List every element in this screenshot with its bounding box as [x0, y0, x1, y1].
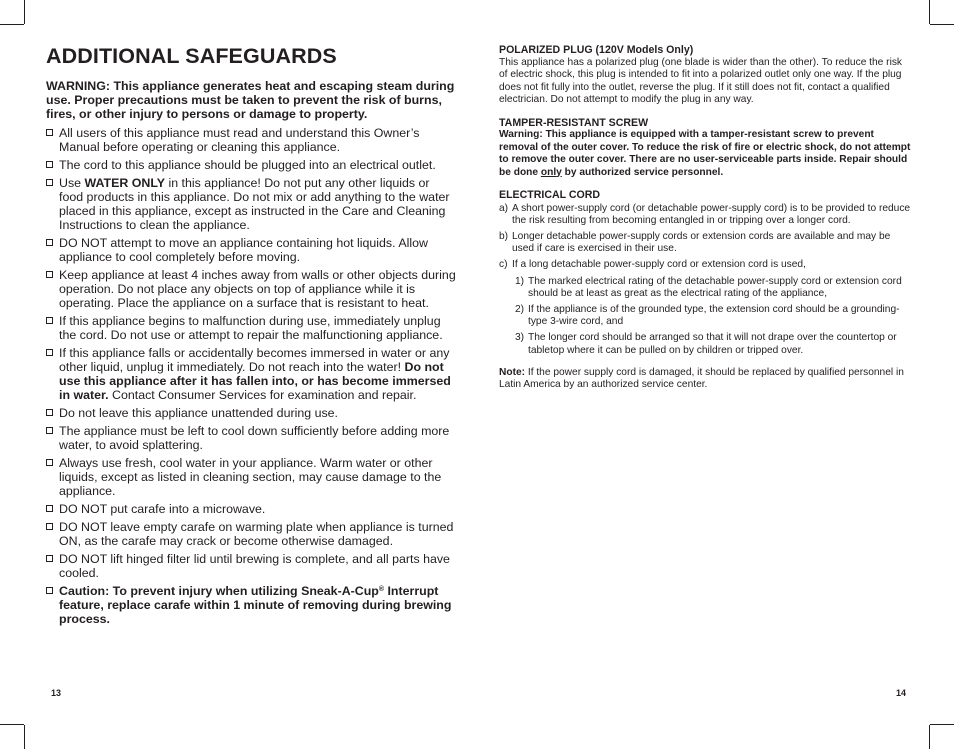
checkbox-square-icon [46, 161, 53, 168]
checkbox-square-icon [46, 587, 53, 594]
tamper-screw-text: Warning: This appliance is equipped with a tamper-resistant screw to prevent removal of the outer cover. To reduce the risk of fire or electric shock, do not attempt to remove the outer cover. There are no user-serviceable parts inside. Repair should be done only by authorized service personnel. [499, 129, 911, 178]
safeguard-item: DO NOT attempt to move an appliance containing hot liquids. Allow appliance to cool completely before moving. [46, 236, 456, 264]
crop-mark [24, 0, 25, 24]
right-page [499, 44, 911, 392]
crop-mark [929, 725, 930, 749]
cord-sub-item: 3) The longer cord should be arranged so that it will not drape over the countertop or tabletop where it can be pulled on by children or tripped over. [515, 332, 897, 356]
polarized-plug-text: This appliance has a polarized plug (one blade is wider than the other). To reduce the risk of electric shock, this plug is intended to fit into a polarized outlet only one way. If the plug does not fit fully into the outlet, reverse the plug. If it still does not fit, contact a qualified electrician. Do not attempt to modify the plug in any way. [499, 56, 903, 105]
safeguard-item: The appliance must be left to cool down sufficiently before adding more water, to avoid splattering. [46, 424, 456, 452]
safeguard-item: Keep appliance at least 4 inches away from walls or other objects during operation. Do not place any objects on top of appliance while it is operating. Place the appliance on a surface that is resistant to heat. [46, 268, 456, 310]
safeguard-item: DO NOT leave empty carafe on warming plate when appliance is turned ON, as the carafe may crack or become otherwise damaged. [46, 520, 456, 548]
checkbox-square-icon [46, 317, 53, 324]
cord-sub-item: 1) The marked electrical rating of the detachable power-supply cord or extension cord should be at least as great as the electrical rating of the appliance, [515, 275, 902, 299]
crop-mark [929, 0, 930, 24]
safeguard-item: Do not leave this appliance unattended during use. [46, 406, 456, 420]
section-heading-electrical-cord: ELECTRICAL CORD [499, 189, 601, 201]
page-number-right: 14 [896, 688, 907, 698]
cord-list-item: c) If a long detachable power-supply cord or extension cord is used, [499, 259, 806, 271]
checkbox-square-icon [46, 427, 53, 434]
checkbox-square-icon [46, 129, 53, 136]
safeguard-item: If this appliance begins to malfunction during use, immediately unplug the cord. Do not use or attempt to repair the malfunctioning appliance. [46, 314, 456, 342]
safeguard-item: DO NOT lift hinged filter lid until brewing is complete, and all parts have cooled. [46, 552, 456, 580]
page-title: ADDITIONAL SAFEGUARDS [46, 44, 337, 68]
checkbox-square-icon [46, 555, 53, 562]
note-paragraph: Note: If the power supply cord is damaged, it should be replaced by qualified personnel in Latin America by an authorized service center. [499, 366, 904, 391]
crop-mark [0, 724, 24, 725]
crop-mark [930, 724, 954, 725]
section-heading-polarized-plug: POLARIZED PLUG (120V Models Only) [499, 44, 694, 56]
warning-paragraph: WARNING: This appliance generates heat and escaping steam during use. Proper precautions must be taken to prevent the risk of burns, fires, or other injury to persons or damage to property. [46, 79, 455, 121]
checkbox-square-icon [46, 523, 53, 530]
safeguard-item: If this appliance falls or accidentally becomes immersed in water or any other liquid, unplug it immediately. Do not reach into the water! Do not use this appliance after it has fallen into, or has become immersed in water. Contact Consumer Services for examination and repair. [46, 346, 456, 402]
checkbox-square-icon [46, 349, 53, 356]
crop-mark [0, 24, 24, 25]
cord-sub-item: 2) If the appliance is of the grounded type, the extension cord should be a grounding-type 3-wire cord, and [515, 303, 900, 328]
checkbox-square-icon [46, 459, 53, 466]
checkbox-square-icon [46, 179, 53, 186]
checkbox-square-icon [46, 271, 53, 278]
crop-mark [930, 24, 954, 25]
left-page [46, 44, 456, 630]
checkbox-square-icon [46, 409, 53, 416]
safeguard-item: DO NOT put carafe into a microwave. [46, 502, 456, 516]
page-number-left: 13 [51, 688, 62, 698]
section-heading-tamper-screw: TAMPER-RESISTANT SCREW [499, 116, 649, 129]
checkbox-square-icon [46, 239, 53, 246]
checkbox-square-icon [46, 505, 53, 512]
safeguard-item: Always use fresh, cool water in your appliance. Warm water or other liquids, except as listed in cleaning section, may cause damage to the appliance. [46, 456, 456, 498]
safeguard-item: Use WATER ONLY in this appliance! Do not put any other liquids or food products in this appliance. Do not mix or add anything to the water placed in this appliance, except as instructed in the Care and Cleaning Instructions to clean the appliance. [46, 176, 456, 232]
cord-list-item: b) Longer detachable power-supply cords or extension cords are available and may be used if care is exercised in their use. [499, 230, 891, 255]
crop-mark [24, 725, 25, 749]
safeguard-item: All users of this appliance must read and understand this Owner’s Manual before operating or cleaning this appliance. [46, 126, 456, 154]
cord-list-item: a) A short power-supply cord (or detachable power-supply cord) is to be provided to reduce the risk resulting from becoming entangled in or tripping over a longer cord. [499, 202, 911, 226]
safeguard-item: The cord to this appliance should be plugged into an electrical outlet. [46, 158, 456, 172]
caution-item: Caution: To prevent injury when utilizing Sneak-A-Cup® Interrupt feature, replace carafe within 1 minute of removing during brewing process. [46, 584, 456, 626]
